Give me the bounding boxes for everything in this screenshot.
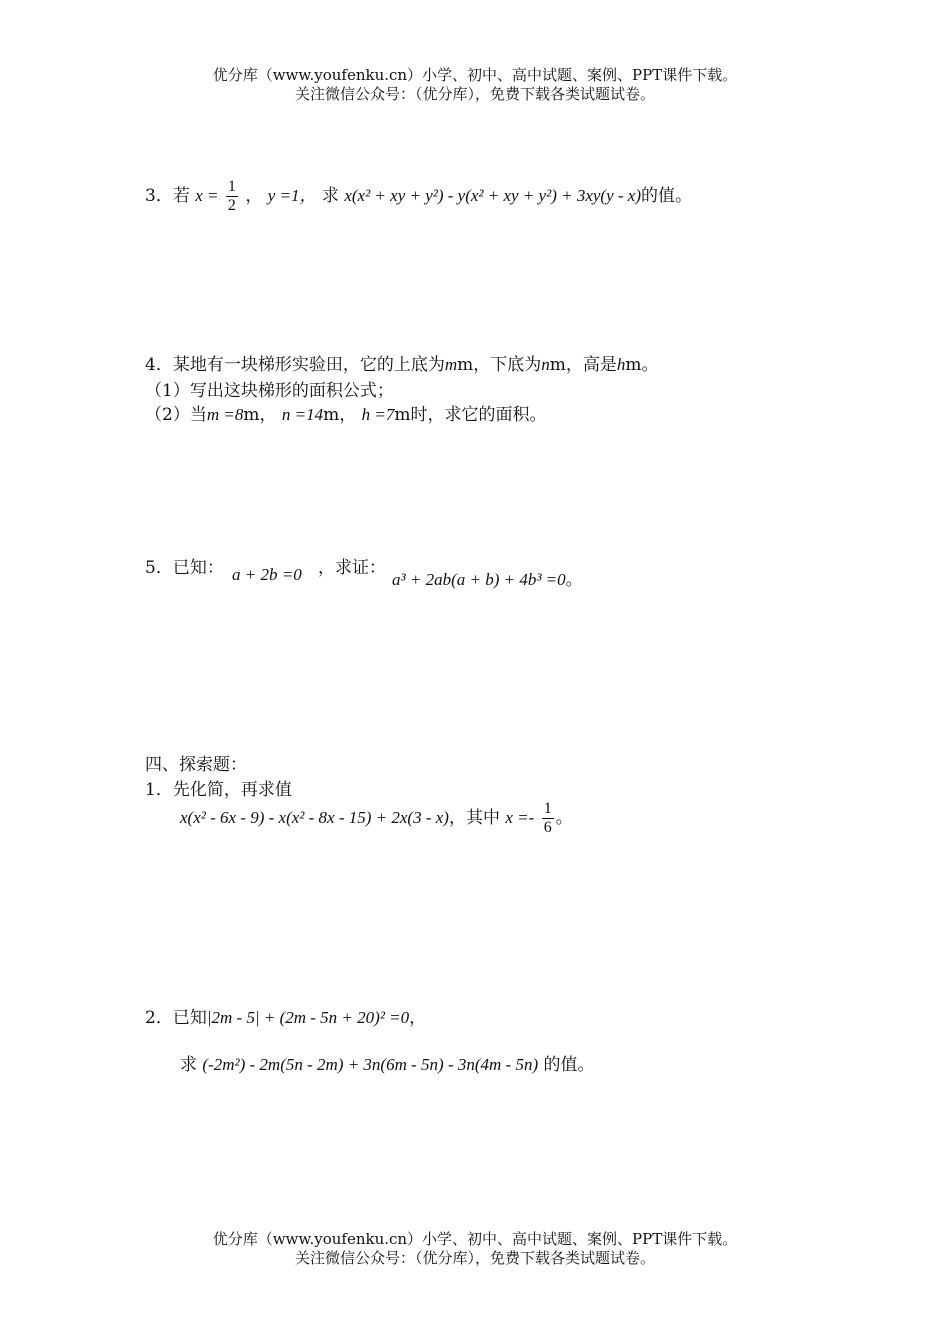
q4-sub2-d: m时，求它的面积。: [394, 405, 547, 425]
question-4: [145, 350, 658, 375]
q3-fraction: [226, 178, 238, 215]
p1-fraction: [542, 800, 554, 837]
question-3: [145, 178, 692, 215]
q4-text-b: m，下底为: [457, 355, 542, 375]
q4-var-n: n: [541, 355, 550, 374]
p2-condition: |2m - 5| + (2m - 5n + 20)² =0: [206, 1008, 410, 1027]
p2-lead: 2．已知: [145, 1008, 207, 1028]
problem-2-ask: [180, 1050, 595, 1075]
p1-x-equals: x =-: [505, 808, 535, 827]
problem-1-title: 1．先化简，再求值: [145, 780, 292, 800]
p1-frac-denominator: 6: [543, 819, 552, 836]
q4-sub-1: （1）写出这块梯形的面积公式；: [145, 381, 394, 401]
q4-sub-2: [145, 400, 546, 425]
q4-sub2-m: m =8: [206, 405, 244, 424]
q3-expression: x(x² + xy + y²) - y(x² + xy + y²) + 3xy(y - x): [344, 186, 641, 205]
q5-tail: 。: [565, 570, 583, 590]
p1-frac-numerator: 1: [543, 800, 552, 817]
p1-tail: 。: [555, 808, 573, 828]
q3-frac-numerator: 1: [227, 178, 236, 195]
q4-text-a: 4．某地有一块梯形实验田，它的上底为: [145, 355, 445, 375]
p2-tail: 的值。: [543, 1055, 595, 1075]
q5-mid: ，求证：: [318, 558, 386, 578]
q5-lead: 5．已知：: [145, 558, 224, 578]
p1-expression: x(x² - 6x - 9) - x(x² - 8x - 15) + 2x(3 - x): [180, 808, 449, 827]
q3-x-equals: x =: [195, 186, 219, 205]
q3-ask: 求: [321, 186, 339, 206]
q4-var-h: h: [616, 355, 626, 374]
q3-y-equals: y =1，: [267, 186, 317, 205]
q4-sub2-b: m，: [243, 405, 277, 425]
q5-given: a + 2b =0: [232, 565, 302, 584]
q3-tail: 的值。: [641, 186, 692, 206]
q4-sub2-c: m，: [323, 405, 357, 425]
question-5: [145, 553, 224, 578]
q4-sub2-n: n =14: [281, 405, 324, 424]
q5-prove-wrap: [392, 565, 583, 590]
p2-comma: ，: [409, 1008, 427, 1028]
q4-var-m: m: [444, 355, 458, 374]
q3-label: 3．若: [145, 186, 190, 206]
footer-line-2: 关注微信公众号：（优分库），免费下载各类试题试卷。: [294, 1249, 655, 1267]
p2-ask: 求: [180, 1055, 197, 1075]
section-4-title: 四、探索题：: [145, 755, 247, 775]
q4-text-d: m。: [625, 355, 659, 375]
q4-sub2-h: h =7: [361, 405, 395, 424]
q3-frac-denominator: 2: [227, 197, 236, 214]
q3-separator: ，: [245, 186, 263, 206]
header-line-2: 关注微信公众号：（优分库），免费下载各类试题试卷。: [294, 85, 655, 103]
q5-prove: a³ + 2ab(a + b) + 4b³ =0: [392, 570, 566, 589]
p1-mid: ，其中: [448, 808, 500, 828]
footer-line-1: 优分库（www.youfenku.cn）小学、初中、高中试题、案例、PPT课件下载。: [212, 1230, 738, 1248]
q4-text-c: m，高是: [549, 355, 617, 375]
problem-2: [145, 1003, 426, 1028]
q4-sub2-a: （2）当: [145, 405, 207, 425]
p2-expression: (-2m²) - 2m(5n - 2m) + 3n(6m - 5n) - 3n(4m - 5n): [202, 1055, 539, 1074]
header-line-1: 优分库（www.youfenku.cn）小学、初中、高中试题、案例、PPT课件下载。: [212, 66, 738, 84]
problem-1: [180, 800, 573, 837]
